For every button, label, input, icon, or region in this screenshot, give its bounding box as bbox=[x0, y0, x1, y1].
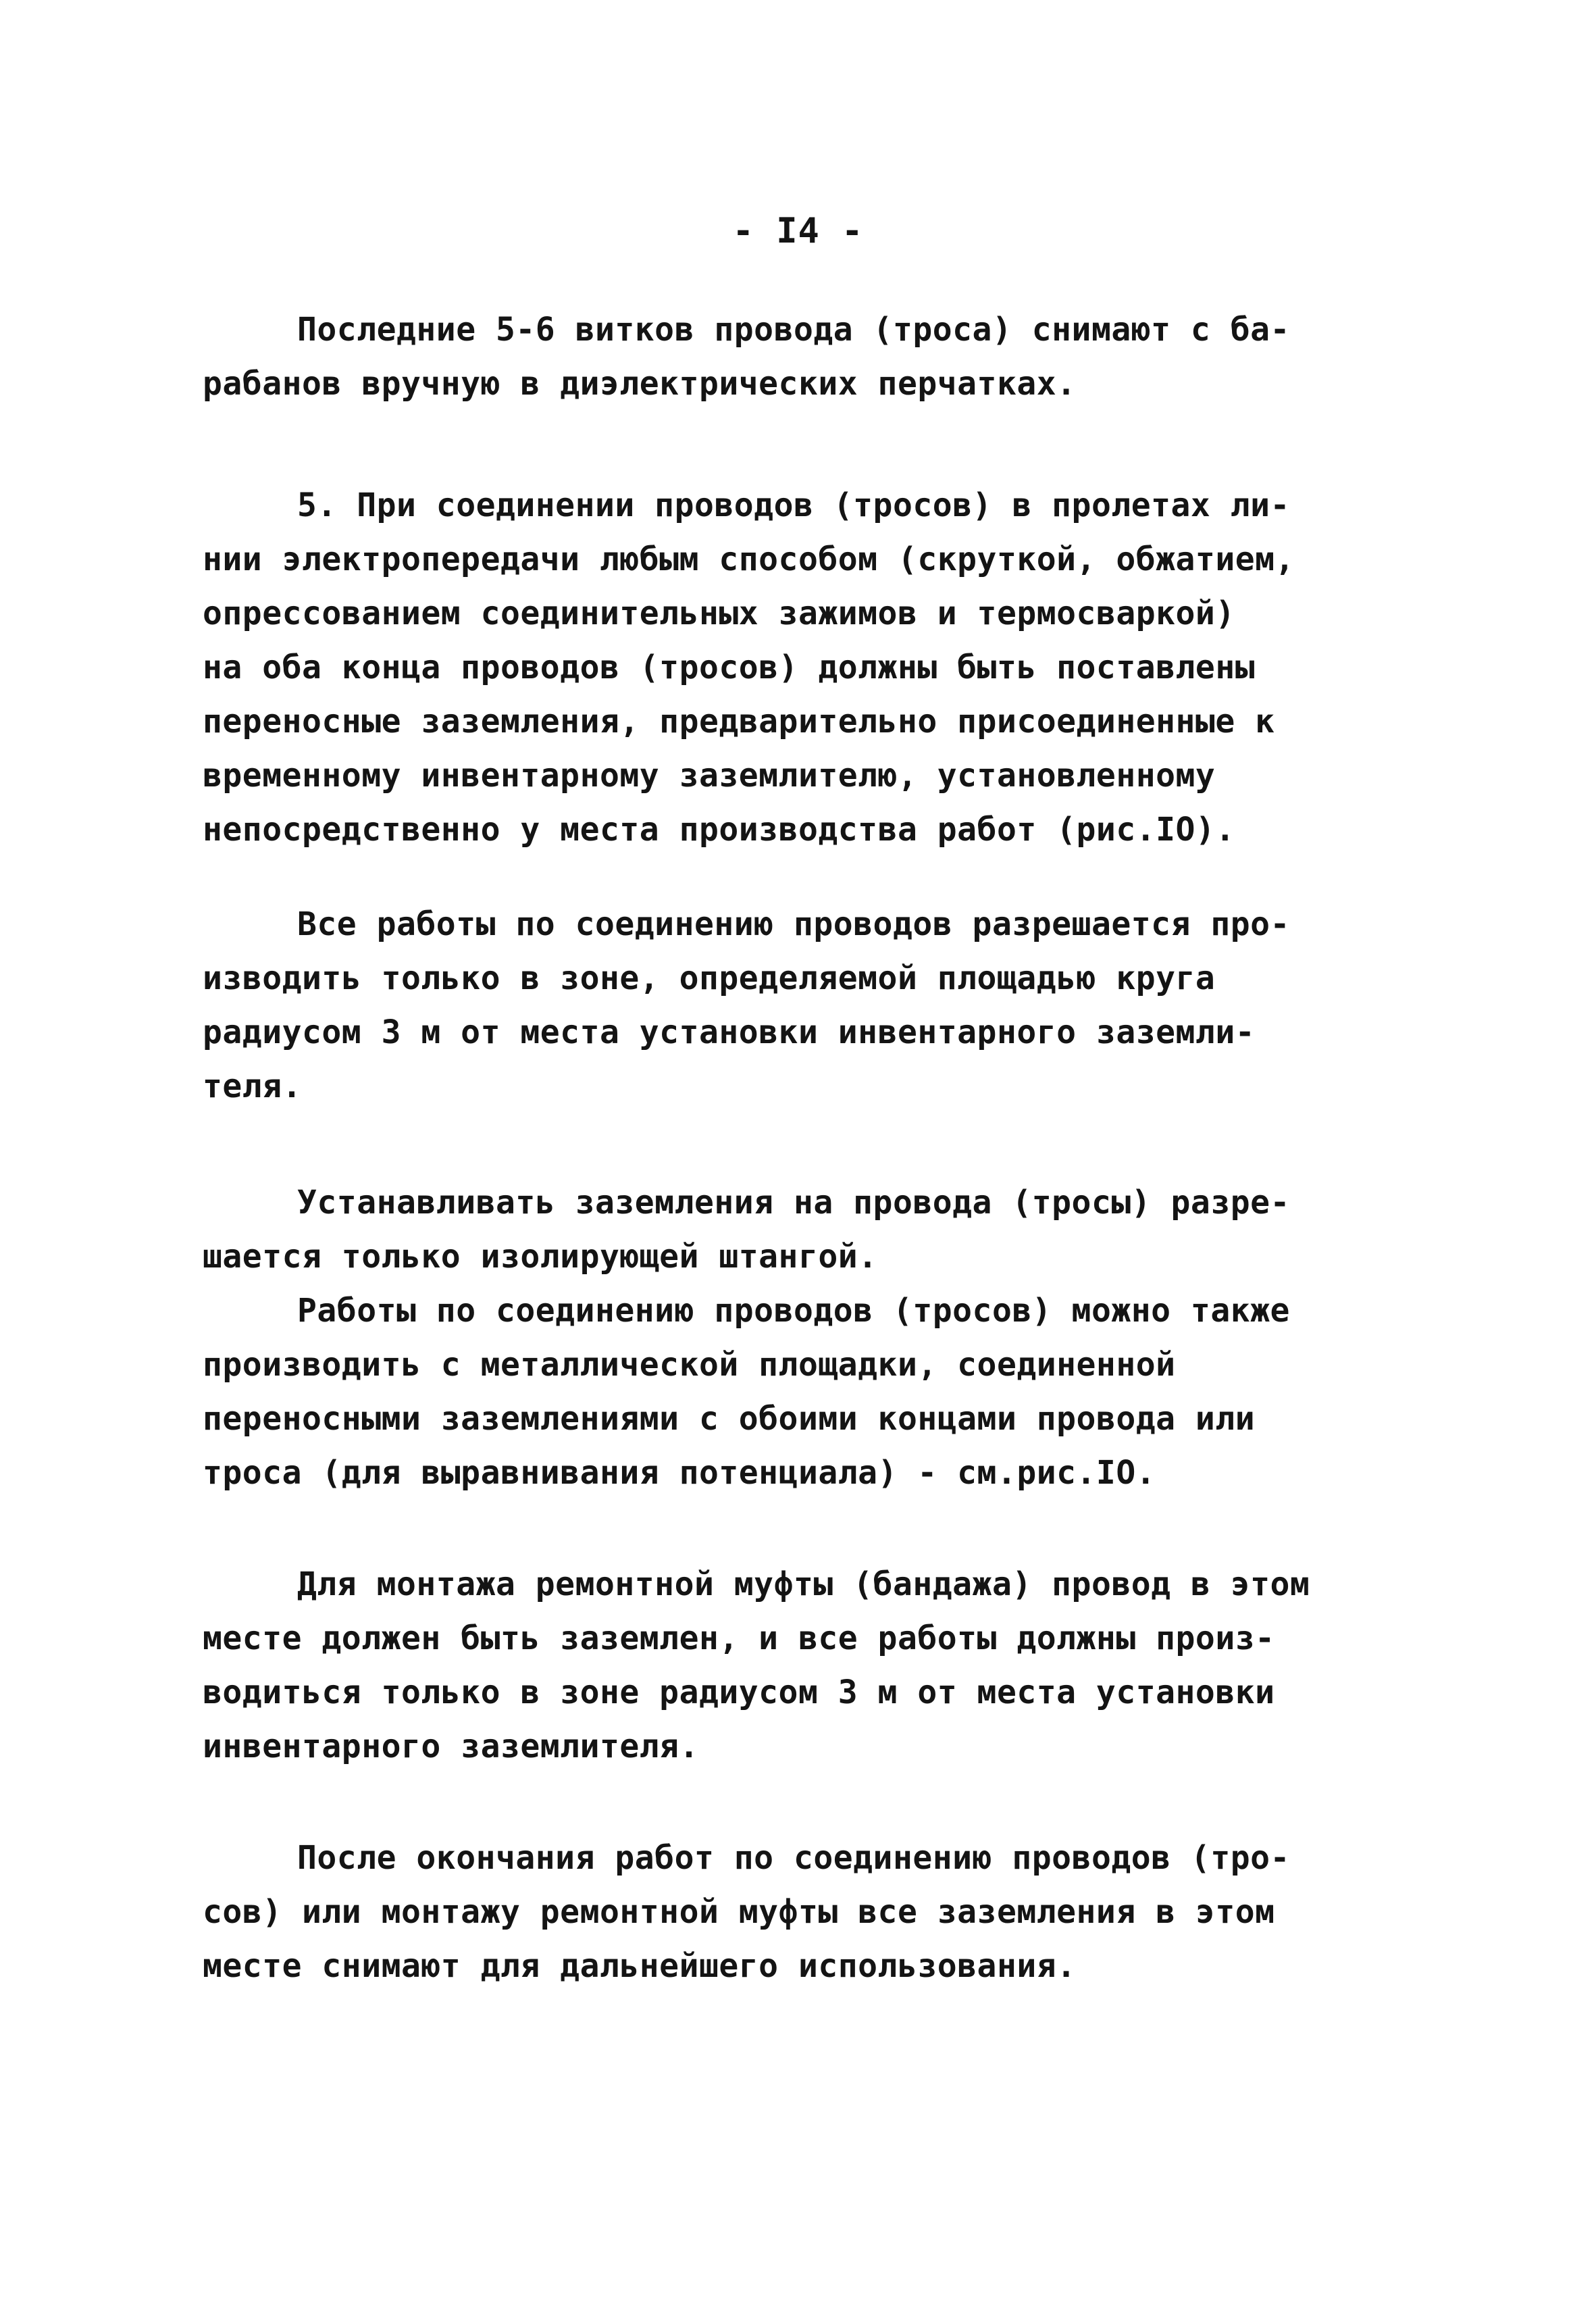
text-line: рабанов вручную в диэлектрических перчатках. bbox=[203, 365, 1077, 403]
text-line: 5. При соединении проводов (тросов) в пролетах ли- bbox=[297, 486, 1290, 524]
text-line: радиусом 3 м от места установки инвентарного заземли- bbox=[203, 1013, 1256, 1051]
paragraph-item-5 bbox=[203, 478, 1418, 857]
text-line: шается только изолирующей штангой. bbox=[203, 1238, 878, 1276]
text-line: Работы по соединению проводов (тросов) можно также bbox=[297, 1292, 1290, 1330]
text-line: переносные заземления, предварительно присоединенные к bbox=[203, 703, 1275, 740]
text-line: Последние 5-6 витков провода (троса) снимают с ба- bbox=[297, 311, 1290, 349]
text-line: водиться только в зоне радиусом 3 м от места установки bbox=[203, 1674, 1275, 1711]
paragraph-work-zone bbox=[203, 897, 1418, 1113]
text-line: месте должен быть заземлен, и все работы должны произ- bbox=[203, 1619, 1275, 1657]
paragraph-repair-sleeve bbox=[203, 1557, 1418, 1774]
text-line: переносными заземлениями с обоими концами провода или bbox=[203, 1400, 1256, 1438]
text-line: месте снимают для дальнейшего использования. bbox=[203, 1947, 1077, 1985]
paragraph-after-work bbox=[203, 1831, 1418, 1993]
text-line: производить с металлической площадки, соединенной bbox=[203, 1346, 1176, 1384]
text-line: сов) или монтажу ремонтной муфты все заземления в этом bbox=[203, 1893, 1275, 1931]
text-line: После окончания работ по соединению проводов (тро- bbox=[297, 1839, 1290, 1877]
text-line: Устанавливать заземления на провода (тросы) разре- bbox=[297, 1184, 1290, 1222]
text-line: на оба конца проводов (тросов) должны быть поставлены bbox=[203, 649, 1256, 686]
text-line: троса (для выравнивания потенциала) - см.рис.IO. bbox=[203, 1454, 1156, 1492]
text-line: нии электропередачи любым способом (скруткой, обжатием, bbox=[203, 540, 1295, 578]
text-line: Для монтажа ремонтной муфты (бандажа) провод в этом bbox=[297, 1565, 1310, 1603]
text-line: Все работы по соединению проводов разрешается про- bbox=[297, 905, 1290, 943]
text-line: инвентарного заземлителя. bbox=[203, 1728, 699, 1765]
text-line: изводить только в зоне, определяемой площадью круга bbox=[203, 959, 1216, 997]
page-number: - I4 - bbox=[732, 211, 864, 251]
paragraph-cable-removal bbox=[203, 303, 1418, 411]
text-line: опрессованием соединительных зажимов и термосваркой) bbox=[203, 595, 1235, 632]
text-line: непосредственно у места производства работ (рис.IO). bbox=[203, 811, 1235, 849]
paragraph-grounding-rod bbox=[203, 1176, 1418, 1500]
text-line: временному инвентарному заземлителю, установленному bbox=[203, 757, 1216, 795]
text-line: теля. bbox=[203, 1067, 302, 1105]
